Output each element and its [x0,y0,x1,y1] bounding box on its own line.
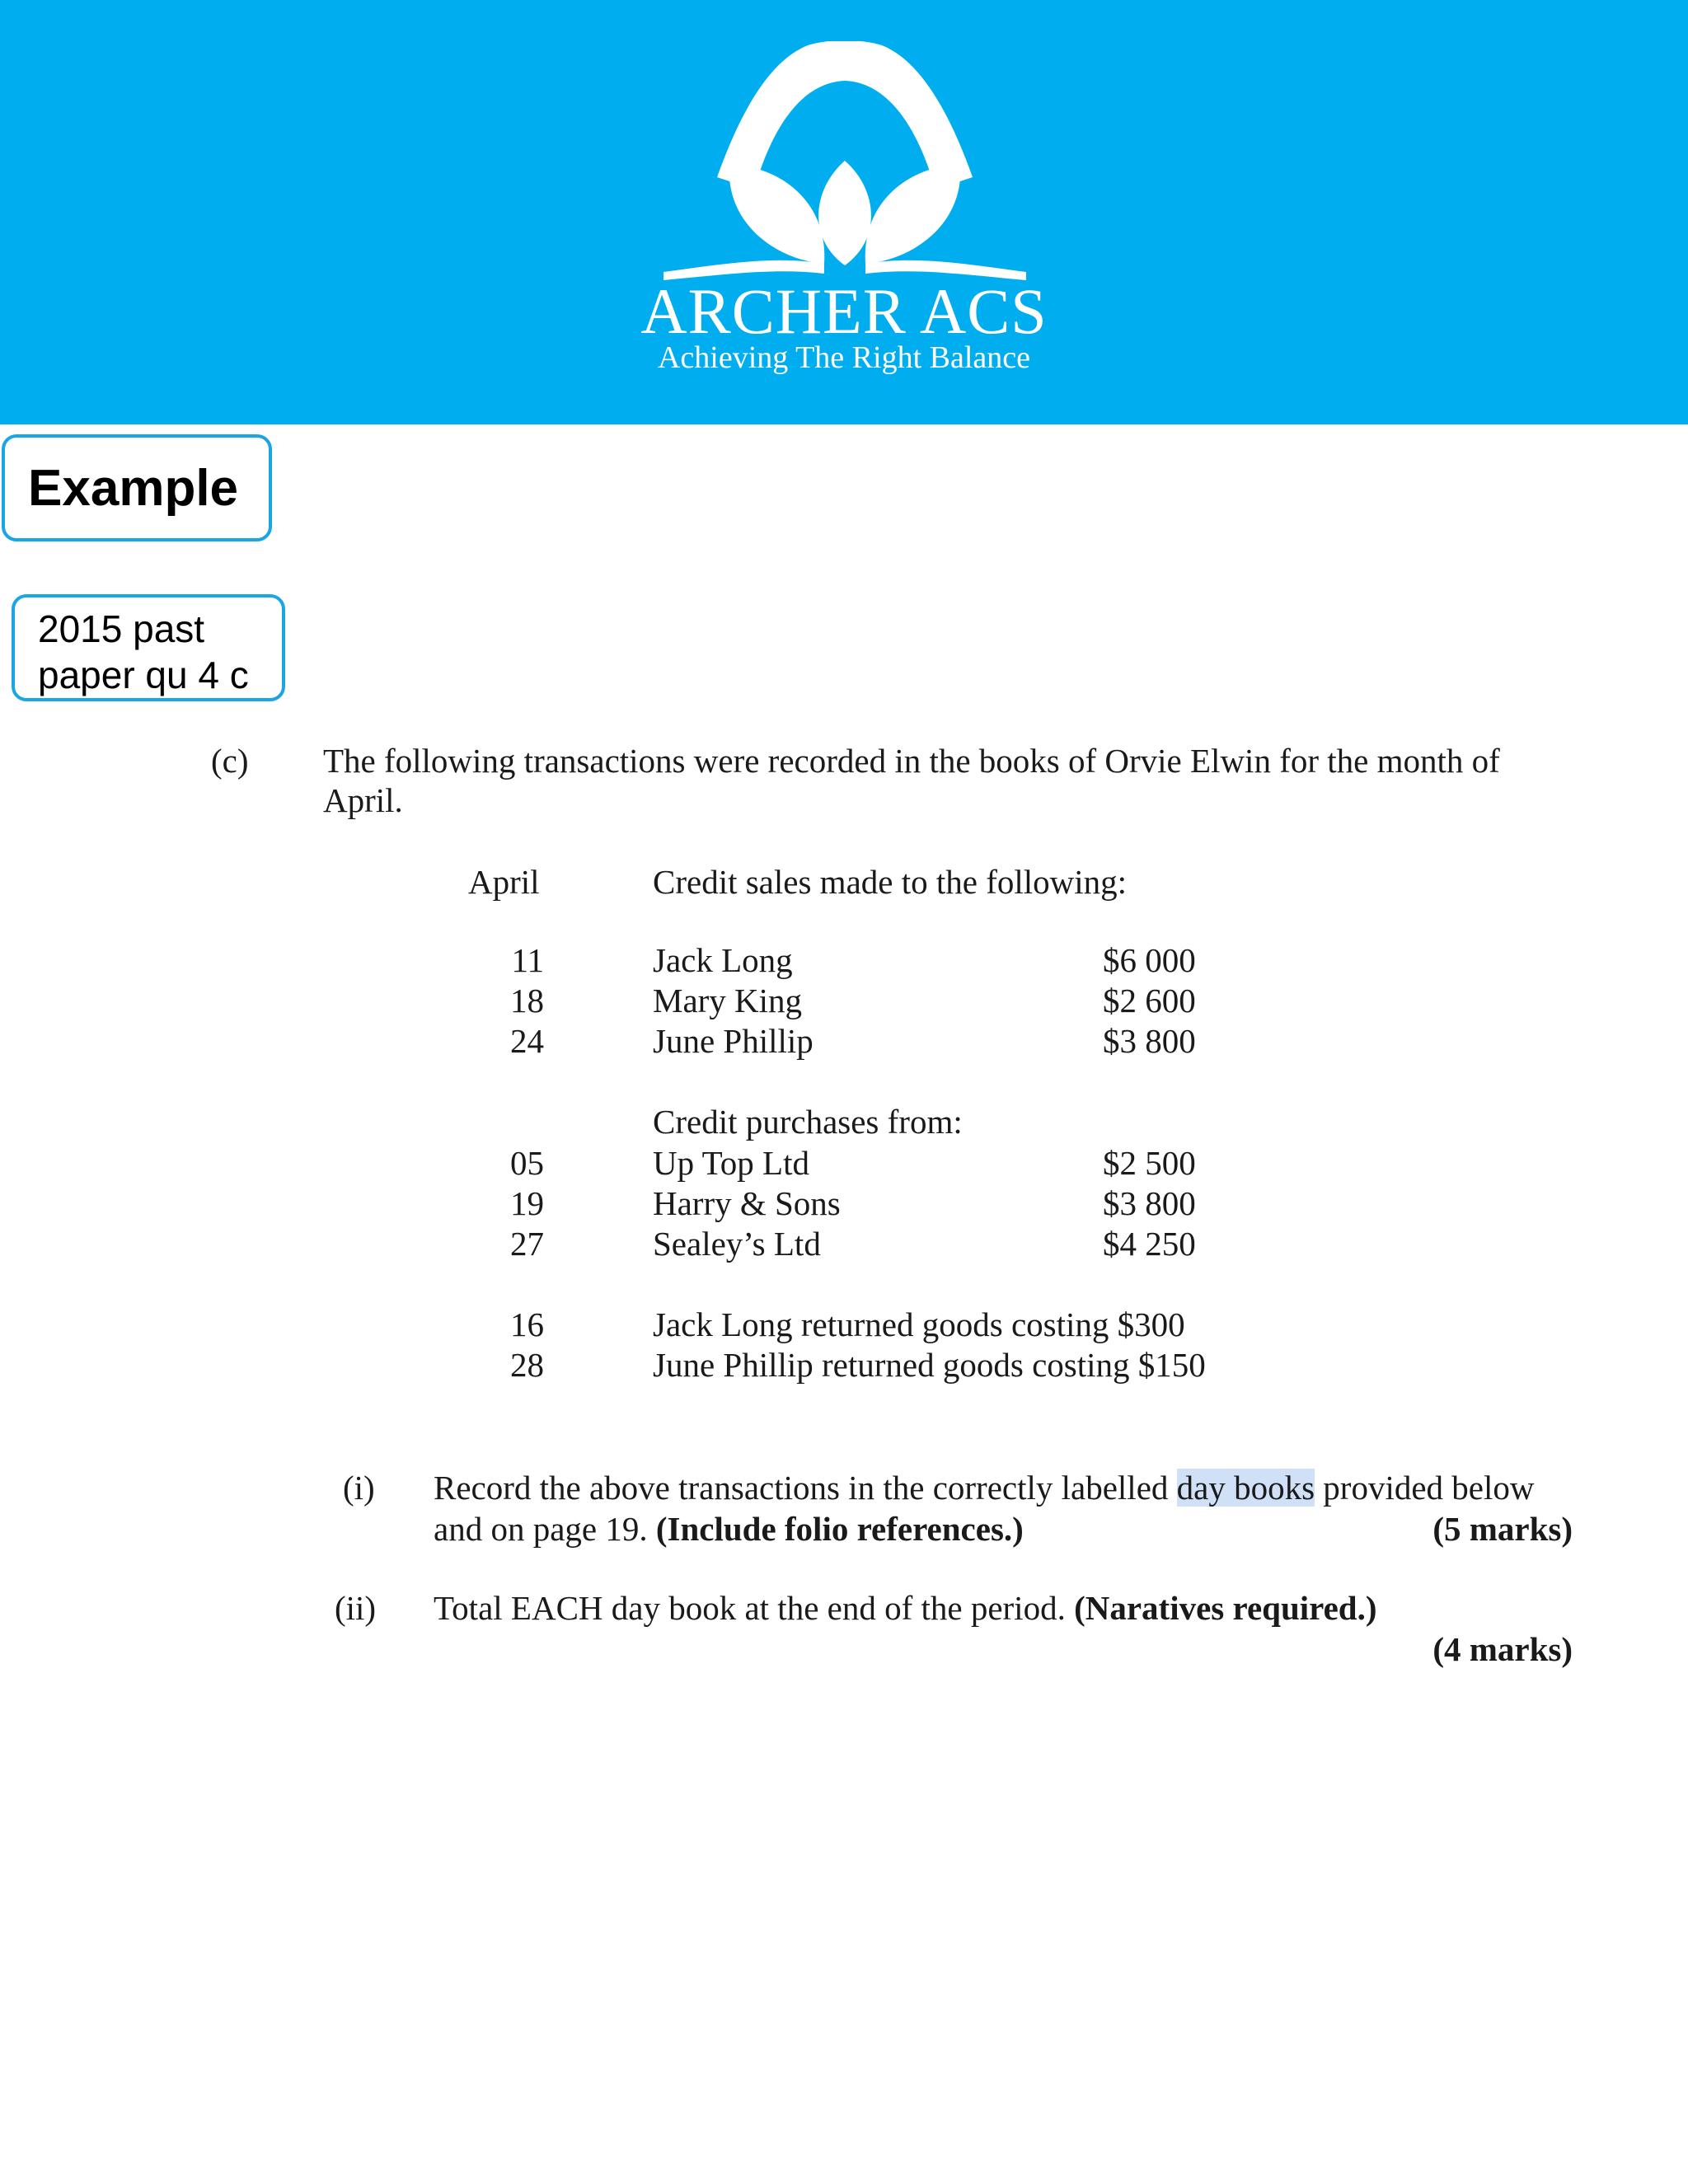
sales-heading: Credit sales made to the following: [653,863,1128,901]
sales-name: Jack Long [653,941,793,979]
return-day: 16 [510,1305,544,1343]
purchase-amount: $2 500 [1103,1144,1196,1182]
purchase-day: 27 [510,1225,544,1263]
brand-name: ARCHER ACS [640,275,1048,347]
reference-label-box [12,594,285,701]
task-i-line1: Record the above transactions in the correctly labelled day books provided below [434,1469,1535,1507]
return-text: June Phillip returned goods costing $150 [653,1346,1206,1384]
sales-day: 11 [511,941,544,979]
example-label-box [2,434,272,541]
purchase-name: Up Top Ltd [653,1144,809,1182]
purchase-name: Harry & Sons [653,1184,841,1222]
question-part-label: (c) [211,742,249,780]
sales-day: 24 [510,1022,544,1060]
sales-amount: $2 600 [1103,982,1196,1019]
return-day: 28 [510,1346,544,1384]
purchases-heading: Credit purchases from: [653,1103,963,1141]
task-i-marks: (5 marks) [1432,1510,1573,1548]
sales-amount: $6 000 [1103,941,1196,979]
reference-label: 2015 past paper qu 4 c [38,607,249,696]
purchase-name: Sealey’s Ltd [653,1225,821,1263]
archer-lotus-logo-icon [659,41,1030,288]
question-intro-line2: April. [323,781,403,819]
purchase-amount: $3 800 [1103,1184,1196,1222]
task-number: (i) [343,1469,375,1507]
task-i-line2: and on page 19. (Include folio references.) [434,1510,1024,1548]
brand-tagline: Achieving The Right Balance [657,340,1030,375]
question-intro-line1: The following transactions were recorded in the books of Orvie Elwin for the month of [323,742,1500,780]
sales-day: 18 [510,982,544,1019]
task-number: (ii) [335,1589,377,1627]
purchase-day: 19 [510,1184,544,1222]
task-ii-line1: Total EACH day book at the end of the period. (Naratives required.) [434,1589,1377,1627]
return-text: Jack Long returned goods costing $300 [653,1305,1185,1343]
purchase-amount: $4 250 [1103,1225,1196,1263]
header-banner [0,0,1688,424]
sales-amount: $3 800 [1103,1022,1196,1060]
example-label: Example [28,460,239,517]
highlighted-text: day books [1176,1469,1315,1507]
task-ii-marks: (4 marks) [1432,1630,1573,1668]
purchase-day: 05 [510,1144,544,1182]
month-heading: April [468,863,540,901]
sales-name: June Phillip [653,1022,814,1060]
sales-name: Mary King [653,982,803,1019]
